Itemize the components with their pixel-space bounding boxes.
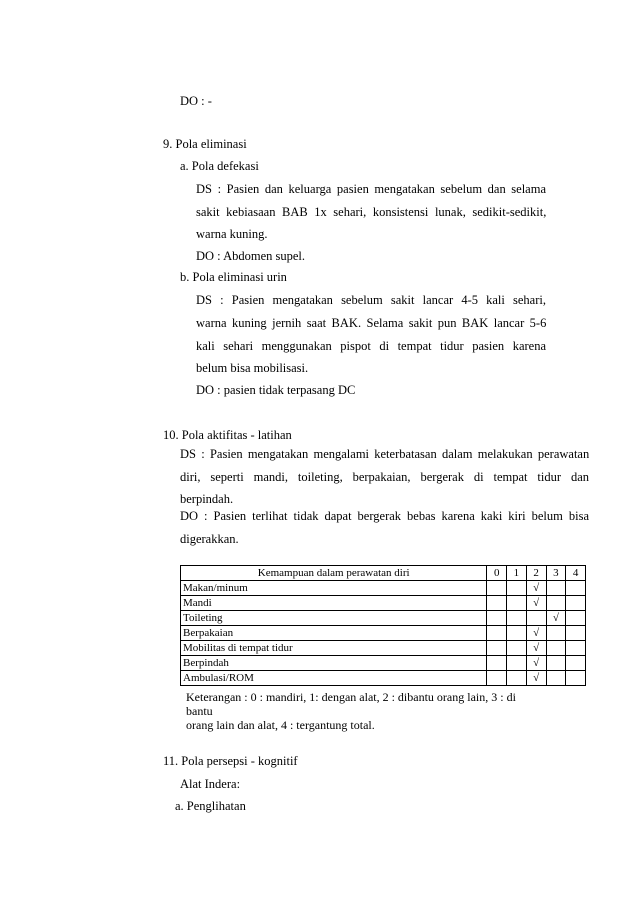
table-row <box>181 596 586 611</box>
level-cell-1 <box>507 671 527 686</box>
level-cell-4 <box>566 626 586 641</box>
level-cell-0 <box>487 611 507 626</box>
section-11a-penglihatan: a. Penglihatan <box>175 799 246 813</box>
section-10-do-line-1: DO : Pasien terlihat tidak dapat bergerak bebas karena kaki kiri belum bisa <box>180 509 589 523</box>
level-cell-2 <box>526 671 546 686</box>
level-cell-3 <box>546 656 566 671</box>
level-cell-4 <box>566 596 586 611</box>
header-kemampuan: Kemampuan dalam perawatan diri <box>181 566 487 581</box>
section-9b-ds-line-1: DS : Pasien mengatakan sebelum sakit lancar 4-5 kali sehari, <box>196 293 546 307</box>
level-cell-3 <box>546 596 566 611</box>
section-10-do-line-2: digerakkan. <box>180 532 239 546</box>
table-row <box>181 671 586 686</box>
section-9b-ds-line-3: kali sehari menggunakan pispot di tempat tidur pasien karena <box>196 339 546 353</box>
header-4: 4 <box>566 566 586 581</box>
table-row <box>181 581 586 596</box>
level-cell-4 <box>566 656 586 671</box>
level-cell-3 <box>546 626 566 641</box>
check-mark-icon: √ <box>533 641 540 654</box>
section-9b-ds-line-2: warna kuning jernih saat BAK. Selama sakit pun BAK lancar 5-6 <box>196 316 547 330</box>
header-3: 3 <box>546 566 566 581</box>
level-cell-1 <box>507 581 527 596</box>
row-label: Mandi <box>181 596 487 611</box>
section-11-alat-indera: Alat Indera: <box>180 777 241 791</box>
table-row <box>181 611 586 626</box>
section-11-title: 11. Pola persepsi - kognitif <box>163 754 298 768</box>
do-line-top: DO : - <box>180 94 212 108</box>
level-cell-1 <box>507 596 527 611</box>
check-mark-icon: √ <box>533 596 540 609</box>
level-cell-3 <box>546 581 566 596</box>
section-9-title: 9. Pola eliminasi <box>163 137 247 151</box>
level-cell-4 <box>566 671 586 686</box>
section-9b-do: DO : pasien tidak terpasang DC <box>196 383 356 397</box>
table-row <box>181 641 586 656</box>
table-note-line-3: orang lain dan alat, 4 : tergantung total. <box>186 718 375 732</box>
section-10-ds-line-3: berpindah. <box>180 492 234 506</box>
level-cell-1 <box>507 611 527 626</box>
table-row <box>181 656 586 671</box>
check-mark-icon: √ <box>552 611 559 624</box>
header-1: 1 <box>507 566 527 581</box>
level-cell-0 <box>487 596 507 611</box>
table-note-line-1: Keterangan : 0 : mandiri, 1: dengan alat, 2 : dibantu orang lain, 3 : di <box>186 690 516 704</box>
row-label: Toileting <box>181 611 487 626</box>
level-cell-4 <box>566 611 586 626</box>
section-10-ds-line-2: diri, seperti mandi, toileting, berpakaian, bergerak di tempat tidur dan <box>180 470 589 484</box>
table-row <box>181 626 586 641</box>
level-cell-0 <box>487 671 507 686</box>
level-cell-4 <box>566 581 586 596</box>
level-cell-2 <box>526 581 546 596</box>
section-10-title: 10. Pola aktifitas - latihan <box>163 428 292 442</box>
section-9b-title: b. Pola eliminasi urin <box>180 270 287 284</box>
header-2: 2 <box>526 566 546 581</box>
level-cell-3 <box>546 671 566 686</box>
row-label: Ambulasi/ROM <box>181 671 487 686</box>
section-9a-ds-line-1: DS : Pasien dan keluarga pasien mengatakan sebelum dan selama <box>196 182 546 196</box>
section-9a-title: a. Pola defekasi <box>180 159 259 173</box>
row-label: Berpakaian <box>181 626 487 641</box>
row-label: Berpindah <box>181 656 487 671</box>
level-cell-0 <box>487 626 507 641</box>
level-cell-4 <box>566 641 586 656</box>
header-0: 0 <box>487 566 507 581</box>
level-cell-1 <box>507 626 527 641</box>
section-10-ds-line-1: DS : Pasien mengatakan mengalami keterbatasan dalam melakukan perawatan <box>180 447 590 461</box>
check-mark-icon: √ <box>533 626 540 639</box>
section-9a-ds-line-3: warna kuning. <box>196 227 268 241</box>
level-cell-0 <box>487 641 507 656</box>
section-9b-ds-line-4: belum bisa mobilisasi. <box>196 361 309 375</box>
level-cell-0 <box>487 581 507 596</box>
level-cell-2 <box>526 656 546 671</box>
level-cell-3 <box>546 641 566 656</box>
level-cell-2 <box>526 611 546 626</box>
check-mark-icon: √ <box>533 671 540 684</box>
level-cell-2 <box>526 626 546 641</box>
section-9a-do: DO : Abdomen supel. <box>196 249 306 263</box>
row-label: Makan/minum <box>181 581 487 596</box>
level-cell-2 <box>526 641 546 656</box>
self-care-table <box>180 565 586 686</box>
self-care-table-header <box>181 566 586 581</box>
level-cell-1 <box>507 641 527 656</box>
level-cell-3 <box>546 611 566 626</box>
level-cell-1 <box>507 656 527 671</box>
row-label: Mobilitas di tempat tidur <box>181 641 487 656</box>
level-cell-2 <box>526 596 546 611</box>
section-9a-ds-line-2: sakit kebiasaan BAB 1x sehari, konsistensi lunak, sedikit-sedikit, <box>196 205 547 219</box>
check-mark-icon: √ <box>533 656 540 669</box>
check-mark-icon: √ <box>533 581 540 594</box>
table-note-line-2: bantu <box>186 704 213 718</box>
level-cell-0 <box>487 656 507 671</box>
